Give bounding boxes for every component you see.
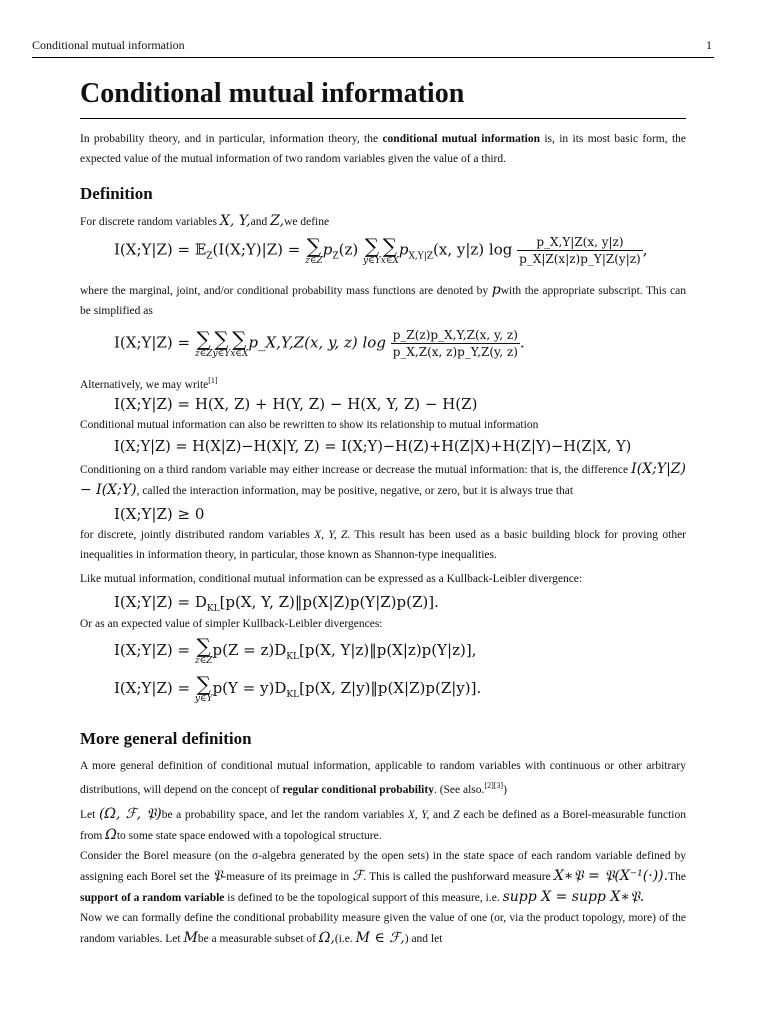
definition-para-2 xyxy=(80,280,686,321)
math-inline: X, Y, xyxy=(219,213,251,229)
eq-sub: X,Y|Z xyxy=(408,251,434,262)
running-header xyxy=(32,38,712,52)
sum-sign: ∑ x∈X xyxy=(380,233,399,266)
text: Alternatively, we may write xyxy=(80,378,209,391)
eq-text: p_X,Y,Z(x, y, z) log xyxy=(248,333,386,352)
text: , called the interaction information, may be positive, negative, or zero, but it is always true that xyxy=(136,484,574,497)
math-inline: (Ω, ℱ, 𝔓) xyxy=(98,805,162,822)
text: Conditioning on a third random variable may either increase or decrease the mutual information: that is, the difference xyxy=(80,463,632,476)
math-inline: M xyxy=(183,929,198,946)
math-inline: M ∈ ℱ, xyxy=(355,929,405,946)
text: and xyxy=(429,808,454,821)
text: and xyxy=(250,216,271,228)
definition-para-1 xyxy=(80,211,686,232)
text: each be defined as a Borel-measurable function from xyxy=(80,808,687,842)
sum-sign: ∑ y∈Y xyxy=(212,326,231,359)
equation-6 xyxy=(114,593,686,614)
eq-text: p(Y = y)D xyxy=(212,678,287,697)
eq-text: (x, y|z) log xyxy=(433,240,513,259)
definition-heading: Definition xyxy=(80,184,153,203)
frac-den: p_X,Z(x, z)p_Y,Z(y, z) xyxy=(392,345,518,359)
text: Now we can formally define the conditional probability measure given the value of one (or, via the product topology, more) of the random variables. Let xyxy=(80,911,686,945)
bold-term: regular conditional probability xyxy=(282,783,434,796)
fraction xyxy=(517,234,643,267)
equation-3: I(X;Y|Z) = H(X, Z) + H(Y, Z) − H(X, Y, Z) − H(Z) xyxy=(114,394,478,413)
math-inline: p xyxy=(491,282,501,298)
eq-text: I(X;Y|Z) = xyxy=(114,678,191,697)
sum-sign: ∑ y∈Y xyxy=(194,671,213,704)
italic-vars: X, Y, xyxy=(407,808,430,821)
intro-paragraph xyxy=(80,129,686,169)
eq-text: (z) xyxy=(338,240,359,259)
eq-sub: Z xyxy=(332,251,339,262)
citation-link[interactable]: [2][3] xyxy=(484,780,504,790)
title-rule xyxy=(80,118,686,119)
definition-para-6 xyxy=(80,525,686,565)
math-inline: 𝔓 xyxy=(212,867,223,884)
definition-para-3 xyxy=(80,371,686,395)
intro-text-2: is, in its most basic form, the expected value of the mutual information of two random variables given the value of a third. xyxy=(80,133,686,165)
math-inline: ℱ xyxy=(352,867,364,884)
definition-para-7: Like mutual information, conditional mutual information can be expressed as a Kullback-Leibler divergence: xyxy=(80,572,583,585)
frac-num: p_Z(z)p_X,Y,Z(x, y, z) xyxy=(392,328,518,342)
eq-text: [p(X, Y|z)‖p(X|z)p(Y|z)], xyxy=(299,640,477,659)
eq-text: p xyxy=(322,240,333,259)
text: . This is called the pushforward measure xyxy=(363,870,554,883)
text: for discrete, jointly distributed random variables xyxy=(80,528,315,541)
math-inline: Z, xyxy=(270,213,285,229)
math-inline: I(X;Y|Z) − I(X;Y) xyxy=(80,460,686,498)
citation-link[interactable]: [1] xyxy=(208,376,218,385)
sum-sub: z∈Z xyxy=(194,655,213,666)
math-inline: Ω, xyxy=(318,929,335,946)
general-para-2 xyxy=(80,804,686,846)
text: is defined to be the topological support of this measure, i.e. xyxy=(224,891,503,904)
eq-text: , xyxy=(642,240,648,259)
frac-den: p_X|Z(x|z)p_Y|Z(y|z) xyxy=(519,252,641,266)
sum-sign: ∑ y∈Y xyxy=(363,233,381,266)
sum-sign: ∑ z∈Z xyxy=(194,633,213,666)
italic-vars: X, Y, Z xyxy=(314,528,348,541)
header-rule xyxy=(32,57,714,58)
page-body xyxy=(80,74,686,949)
sum-sign: ∑ x∈X xyxy=(230,326,249,359)
definition-para-4: Conditional mutual information can also be rewritten to show its relationship to mutual information xyxy=(80,418,539,431)
text: The xyxy=(668,870,686,883)
running-title: Conditional mutual information xyxy=(32,38,185,52)
text: Let xyxy=(80,808,99,821)
math-inline: supp X = supp X∗𝔓. xyxy=(502,888,645,905)
eq-text: I(X;Y|Z) = 𝔼 xyxy=(114,240,207,259)
fraction xyxy=(391,327,520,360)
text: A more general definition of conditional mutual information, applicable to random variables with continuous or other arbitrary distributions, will depend on the concept of xyxy=(80,759,686,796)
sum-sub: x∈X xyxy=(230,348,249,359)
text: be a probability space, and let the random variables xyxy=(161,808,408,821)
general-definition-heading: More general definition xyxy=(80,728,252,748)
equation-8 xyxy=(114,671,686,716)
text: ) xyxy=(503,783,507,796)
intro-text-1: In probability theory, and in particular, information theory, the xyxy=(80,133,383,145)
eq-sub: KL xyxy=(286,689,300,700)
sum-sub: y∈Y xyxy=(212,348,231,359)
equation-2 xyxy=(114,327,686,371)
definition-para-8: Or as an expected value of simpler Kullback-Leibler divergences: xyxy=(80,617,383,630)
equation-7 xyxy=(114,633,686,674)
general-para-1 xyxy=(80,756,686,800)
equation-1 xyxy=(114,234,686,280)
eq-text: [p(X, Y, Z)‖p(X|Z)p(Y|Z)p(Z)]. xyxy=(219,592,439,611)
eq-text: I(X;Y|Z) = xyxy=(114,333,191,352)
text: be a measurable subset of xyxy=(197,932,319,945)
italic-vars: Z xyxy=(453,808,460,821)
sum-sub: y∈Y xyxy=(194,693,213,704)
text: -measure of its preimage in xyxy=(222,870,353,883)
eq-sub: Z xyxy=(206,251,213,262)
eq-text: p xyxy=(398,240,409,259)
text: ) and let xyxy=(404,932,443,945)
frac-num: p_X,Y|Z(x, y|z) xyxy=(517,234,643,251)
eq-sub: KL xyxy=(286,651,299,662)
sum-sub: z∈Z xyxy=(194,348,213,359)
eq-text: p(Z = z)D xyxy=(212,640,287,659)
text: . (See also. xyxy=(433,783,485,796)
text: to some state space endowed with a topological structure. xyxy=(116,829,382,842)
text: (i.e. xyxy=(334,932,356,945)
general-para-3 xyxy=(80,846,686,908)
definition-para-5 xyxy=(80,459,686,501)
text: we define xyxy=(284,216,330,228)
eq-text: I(X;Y|Z) = D xyxy=(114,592,207,611)
sum-sub: x∈X xyxy=(380,255,399,266)
eq-text: . xyxy=(519,333,525,352)
sum-sub: z∈Z xyxy=(305,255,323,266)
math-inline: X∗𝔓 = 𝔓(X⁻¹(·)). xyxy=(553,867,669,884)
page-number: 1 xyxy=(706,38,712,52)
text: with the appropriate subscript. This can be simplified as xyxy=(80,285,686,317)
text: For discrete random variables xyxy=(80,216,220,228)
sum-sign: ∑ z∈Z xyxy=(305,233,323,266)
eq-text: I(X;Y|Z) = xyxy=(114,640,191,659)
equation-5: I(X;Y|Z) ≥ 0 xyxy=(114,504,205,523)
equation-4: I(X;Y|Z) = H(X|Z)−H(X|Y, Z) = I(X;Y)−H(Z)+H(Z|X)+H(Z|Y)−H(Z|X, Y) xyxy=(114,438,632,455)
eq-text: (I(X;Y)|Z) = xyxy=(212,240,301,259)
general-para-4 xyxy=(80,908,686,949)
eq-sub: KL xyxy=(206,603,220,614)
page-title: Conditional mutual information xyxy=(80,78,465,109)
text: Consider the Borel measure (on the σ-algebra generated by the open sets) in the state space of each random variable defined by assigning each Borel set the xyxy=(80,849,686,883)
text: where the marginal, joint, and/or conditional probability mass functions are denoted by xyxy=(80,285,492,297)
bold-term: support of a random variable xyxy=(80,891,225,904)
math-inline: Ω xyxy=(105,826,117,843)
text: . This result has been used as a basic building block for proving other inequalities in information theory, in particular, those known as Shannon-type inequalities. xyxy=(80,528,686,561)
intro-bold-term: conditional mutual information xyxy=(382,133,541,145)
sum-sign: ∑ z∈Z xyxy=(194,326,213,359)
eq-text: [p(X, Z|y)‖p(X|Z)p(Z|y)]. xyxy=(299,678,482,697)
sum-sub: y∈Y xyxy=(363,255,381,266)
